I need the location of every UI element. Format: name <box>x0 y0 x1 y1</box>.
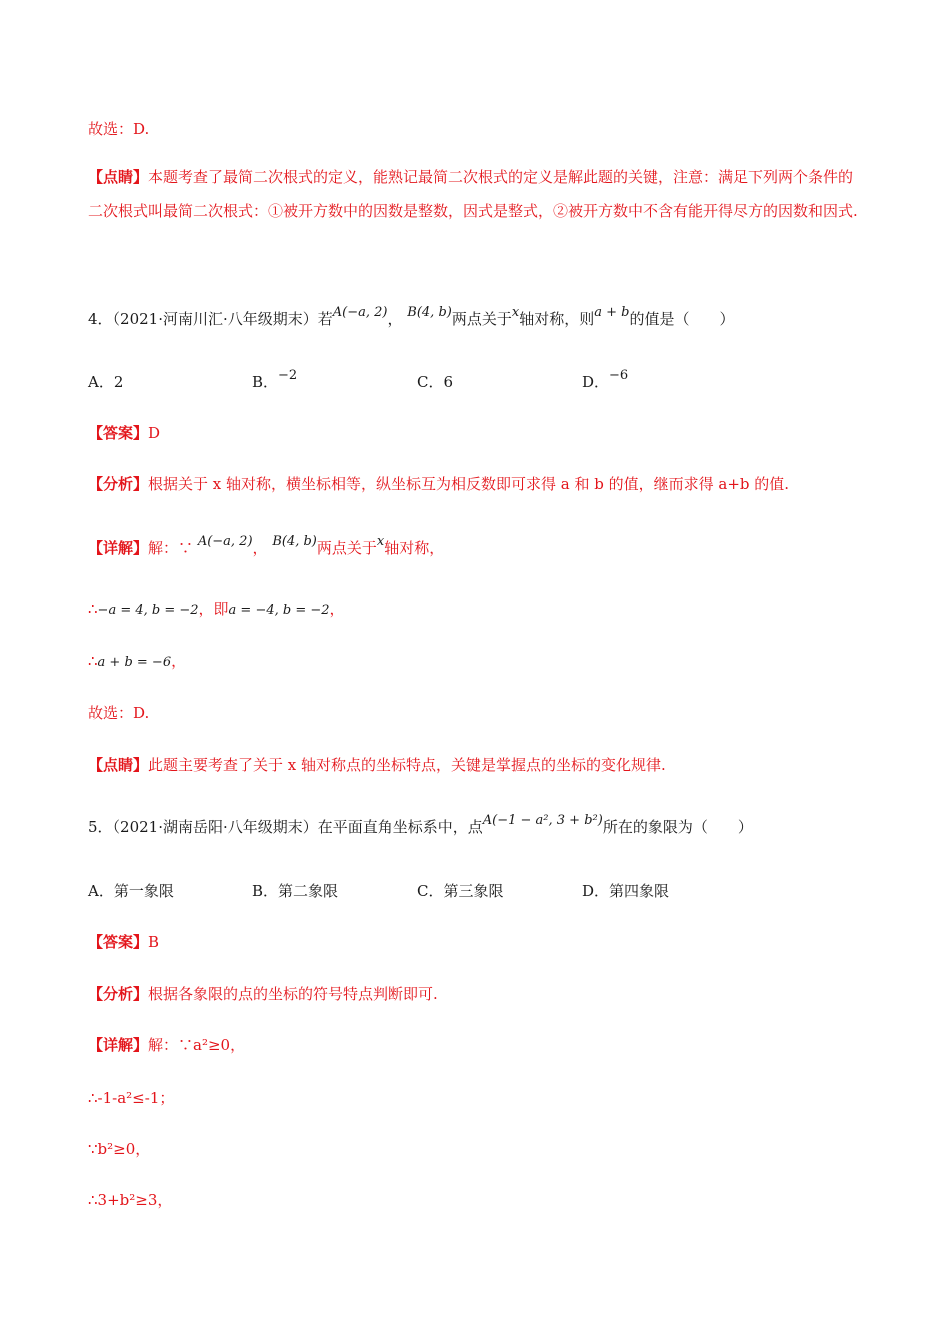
option-label: C． <box>417 373 444 391</box>
step2-expr: a + b = −6 <box>97 655 172 670</box>
q5-answer <box>88 931 159 953</box>
step1-end: ， <box>329 600 345 618</box>
q5-option-b <box>252 880 338 902</box>
q4-detail: 【详解】解：∵ A(−a, 2)， B(4, b)两点关于x轴对称， <box>88 534 445 557</box>
answer-label: 【答案】 <box>88 933 149 951</box>
q5-option-d <box>582 880 669 902</box>
option-label: D． <box>582 373 610 391</box>
analysis-label: 【分析】 <box>88 985 149 1003</box>
q4-stem-mid: 两点关于 <box>451 310 512 328</box>
q4-option-a <box>88 371 123 393</box>
option-label: C． <box>417 882 444 900</box>
option-value: −6 <box>609 368 629 383</box>
q4-axis-var: x <box>511 305 520 320</box>
q5-stem-suffix: 所在的象限为（ ） <box>602 818 753 836</box>
q5-detail-line2: ∴-1-a²≤-1； <box>88 1089 175 1107</box>
q5-stem <box>88 813 753 840</box>
q4-option-b <box>252 368 298 395</box>
q4-tip <box>88 754 666 776</box>
therefore-symbol: ∴ <box>88 600 98 618</box>
q5-option-a <box>88 880 174 902</box>
tip-label: 【点睛】 <box>88 756 149 774</box>
q4-comma: ， <box>387 310 403 328</box>
q4-stem-prefix: 4．（2021·河南川汇·八年级期末）若 <box>88 310 333 328</box>
q5-analysis <box>88 983 438 1005</box>
tip-text: 此题主要考查了关于 x 轴对称点的坐标特点，关键是掌握点的坐标的变化规律. <box>148 756 666 774</box>
detail-label: 【详解】 <box>88 1036 149 1054</box>
tip-text: 本题考查了最简二次根式的定义，能熟记最简二次根式的定义是解此题的关键，注意：满足下列两个条件的二次根式叫最简二次根式：①被开方数中的因数是整数，因式是整式，②被开方数中不含有能开得尽方的因数和因式. <box>88 168 858 220</box>
analysis-text: 根据关于 x 轴对称，横坐标相等，纵坐标互为相反数即可求得 a 和 b 的值，继而求得 a+b 的值. <box>148 475 790 493</box>
q4-stem <box>88 305 735 332</box>
detail-line1: 解：∵a²≥0， <box>148 1036 246 1054</box>
q4-stem-mid2: 轴对称，则 <box>519 310 595 328</box>
q5-stem-prefix: 5．（2021·湖南岳阳·八年级期末）在平面直角坐标系中，点 <box>88 818 483 836</box>
q4-step1 <box>88 598 345 622</box>
option-label: B． <box>252 882 279 900</box>
q3-choice-line: 故选：D. <box>88 120 150 138</box>
analysis-label: 【分析】 <box>88 475 149 493</box>
option-label: B． <box>252 373 279 391</box>
answer-label: 【答案】 <box>88 424 149 442</box>
tip-label: 【点睛】 <box>88 168 149 186</box>
q4-point-b: B(4, b) <box>407 305 452 320</box>
q4-analysis <box>88 473 789 495</box>
option-label: A． <box>88 882 114 900</box>
analysis-text: 根据各象限的点的坐标的符号特点判断即可. <box>148 985 438 1003</box>
option-value: −2 <box>278 368 298 383</box>
q4-step2 <box>88 650 186 674</box>
q5-detail <box>88 1034 245 1056</box>
q3-tip <box>88 160 862 228</box>
option-value: 6 <box>443 373 454 391</box>
answer-value: D <box>148 424 161 442</box>
therefore-symbol: ∴ <box>88 652 98 670</box>
q4-answer <box>88 422 160 444</box>
option-value: 2 <box>113 373 124 391</box>
q4-option-c <box>417 371 453 393</box>
answer-value: B <box>148 933 160 951</box>
q5-detail-line4: ∴3+b²≥3， <box>88 1191 173 1209</box>
q4-option-d <box>582 368 629 395</box>
detail-point-a: A(−a, 2) <box>197 534 253 549</box>
detail-point-b: B(4, b) <box>272 534 317 549</box>
option-value: 第二象限 <box>278 882 339 900</box>
option-label: D． <box>582 882 610 900</box>
option-value: 第三象限 <box>443 882 504 900</box>
detail-rest2: 轴对称， <box>384 539 445 557</box>
option-value: 第四象限 <box>609 882 670 900</box>
detail-intro: 解：∵ <box>148 539 194 557</box>
q4-choice-line: 故选：D. <box>88 704 150 722</box>
q5-point: A(−1 − a², 3 + b²) <box>482 813 603 828</box>
detail-rest: 两点关于 <box>316 539 377 557</box>
q5-detail-line3: ∵b²≥0， <box>88 1140 151 1158</box>
option-value: 第一象限 <box>113 882 174 900</box>
step1-expr2: a = −4, b = −2 <box>228 603 330 618</box>
q4-expr: a + b <box>594 305 630 320</box>
q4-stem-suffix: 的值是（ ） <box>629 310 735 328</box>
step1-mid: ，即 <box>198 600 229 618</box>
q4-point-a: A(−a, 2) <box>332 305 388 320</box>
step1-expr: −a = 4, b = −2 <box>97 603 199 618</box>
step2-end: ， <box>171 652 187 670</box>
q5-option-c <box>417 880 504 902</box>
option-label: A． <box>88 373 114 391</box>
detail-axis: x <box>376 534 385 549</box>
detail-label: 【详解】 <box>88 539 149 557</box>
